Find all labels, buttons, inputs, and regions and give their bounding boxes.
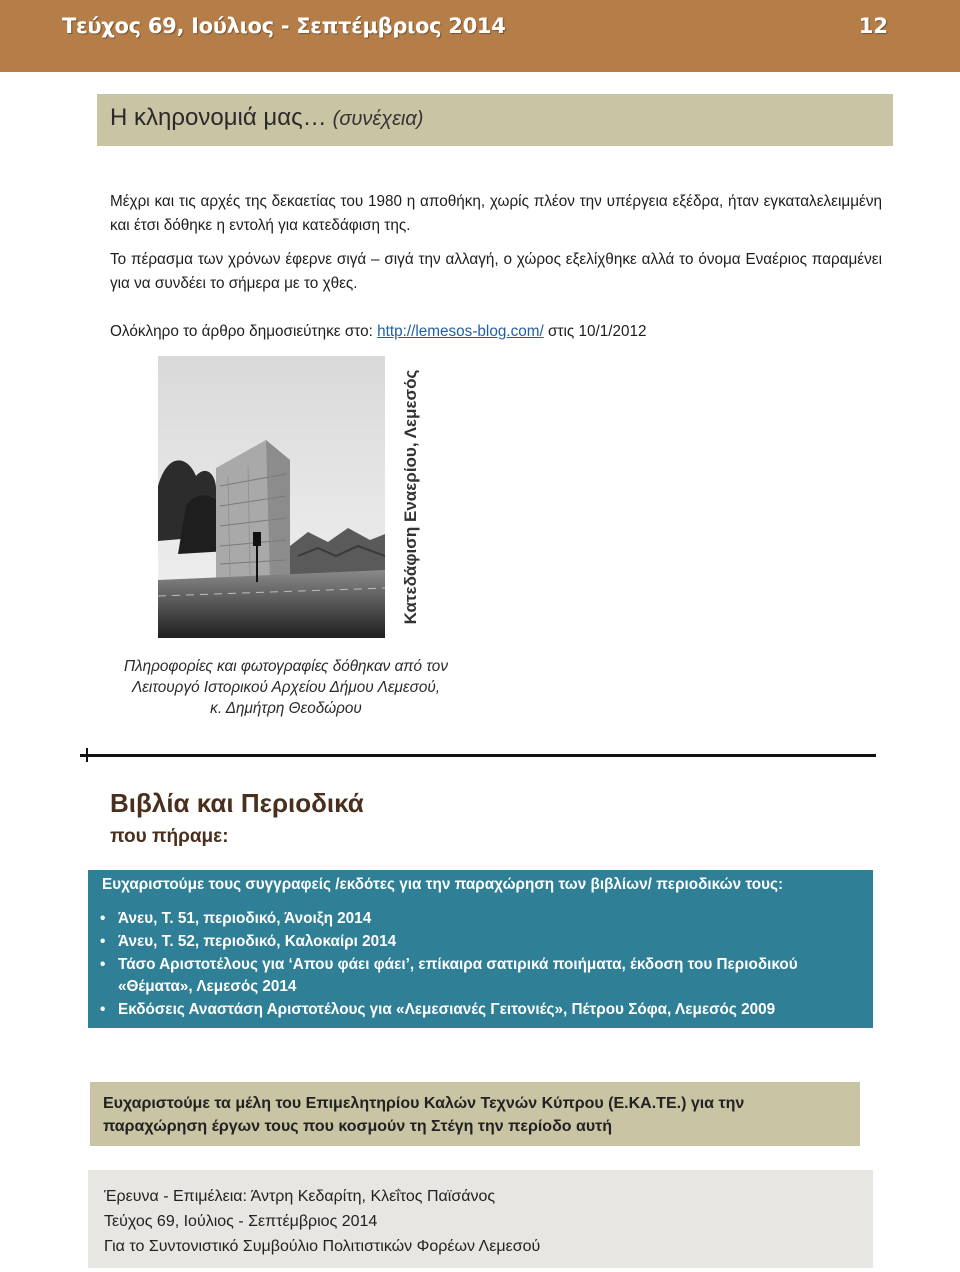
- section-title: [110, 104, 423, 132]
- list-item: • Τάσο Αριστοτέλους για ‘Απου φάει φάει’, επίκαιρα σατιρικά ποιήματα, έκδοση του Περιοδικού «Θέματα», Λεμεσός 2014: [100, 954, 860, 998]
- books-list: [100, 908, 860, 1022]
- photo-credit: [96, 656, 476, 719]
- photo-caption-text: Κατεδάφιση Εναερίου, Λεμεσός: [401, 369, 420, 625]
- books-title: Βιβλία και Περιοδικά: [110, 788, 364, 818]
- footer-line: Για το Συντονιστικό Συμβούλιο Πολιτιστικών Φορέων Λεμεσού: [104, 1238, 541, 1255]
- photo-caption: [386, 356, 436, 638]
- section-subtitle: (συνέχεια): [332, 108, 424, 130]
- footer-line: Έρευνα - Επιμέλεια: Άντρη Κεδαρίτη, Κλεΐτος Παϊσάνος: [104, 1188, 496, 1205]
- article-link[interactable]: http://lemesos-blog.com/: [377, 323, 544, 340]
- article-source-line: [110, 320, 882, 344]
- section-title-text: Η κληρονομιά μας…: [110, 104, 327, 131]
- section-divider-tick: [86, 748, 88, 762]
- demolition-photo-image: [158, 356, 385, 638]
- issue-title: Τεύχος 69, Ιούλιος - Σεπτέμβριος 2014: [62, 14, 506, 38]
- footer-line: Τεύχος 69, Ιούλιος - Σεπτέμβριος 2014: [104, 1213, 378, 1230]
- demolition-photo: [158, 356, 385, 638]
- photo-credit-line: κ. Δημήτρη Θεοδώρου: [210, 700, 362, 717]
- photo-credit-line: Πληροφορίες και φωτογραφίες δόθηκαν από τον: [124, 658, 448, 675]
- article-source-suffix: στις 10/1/2012: [543, 323, 647, 340]
- page-number: 12: [858, 14, 888, 38]
- article-paragraph-1: Μέχρι και τις αρχές της δεκαετίας του 1980 η αποθήκη, χωρίς πλέον την υπέργεια εξέδρα, ήταν εγκαταλελειμμένη και έτσι δόθηκε η εντολή για κατεδάφιση της.: [110, 193, 882, 234]
- list-item: • Εκδόσεις Αναστάση Αριστοτέλους για «Λεμεσιανές Γειτονιές», Πέτρου Σόφα, Λεμεσός 2009: [100, 999, 860, 1021]
- footer-credits: [104, 1184, 540, 1259]
- article-source-prefix: Ολόκληρο το άρθρο δημοσιεύτηκε στο:: [110, 323, 378, 340]
- photo-credit-line: Λειτουργό Ιστορικού Αρχείου Δήμου Λεμεσού,: [131, 679, 441, 696]
- books-subtitle: που πήραμε:: [110, 826, 229, 847]
- article-paragraph-2: Το πέρασμα των χρόνων έφερνε σιγά – σιγά την αλλαγή, ο χώρος εξελίχθηκε αλλά το όνομα Εναέριος παραμένει για να συνδέει το σήμερα με το χθες.: [110, 251, 882, 292]
- thanks-text: Ευχαριστούμε τα μέλη του Επιμελητηρίου Καλών Τεχνών Κύπρου (Ε.ΚΑ.ΤΕ.) για την παραχώρηση έργων τους που κοσμούν τη Στέγη την περίοδο αυτή: [103, 1095, 745, 1135]
- section-divider: [80, 754, 876, 757]
- books-intro: Ευχαριστούμε τους συγγραφείς /εκδότες για την παραχώρηση των βιβλίων/ περιοδικών τους:: [102, 876, 784, 893]
- list-item: • Άνευ, Τ. 52, περιοδικό, Καλοκαίρι 2014: [100, 931, 860, 953]
- list-item: • Άνευ, Τ. 51, περιοδικό, Άνοιξη 2014: [100, 908, 860, 930]
